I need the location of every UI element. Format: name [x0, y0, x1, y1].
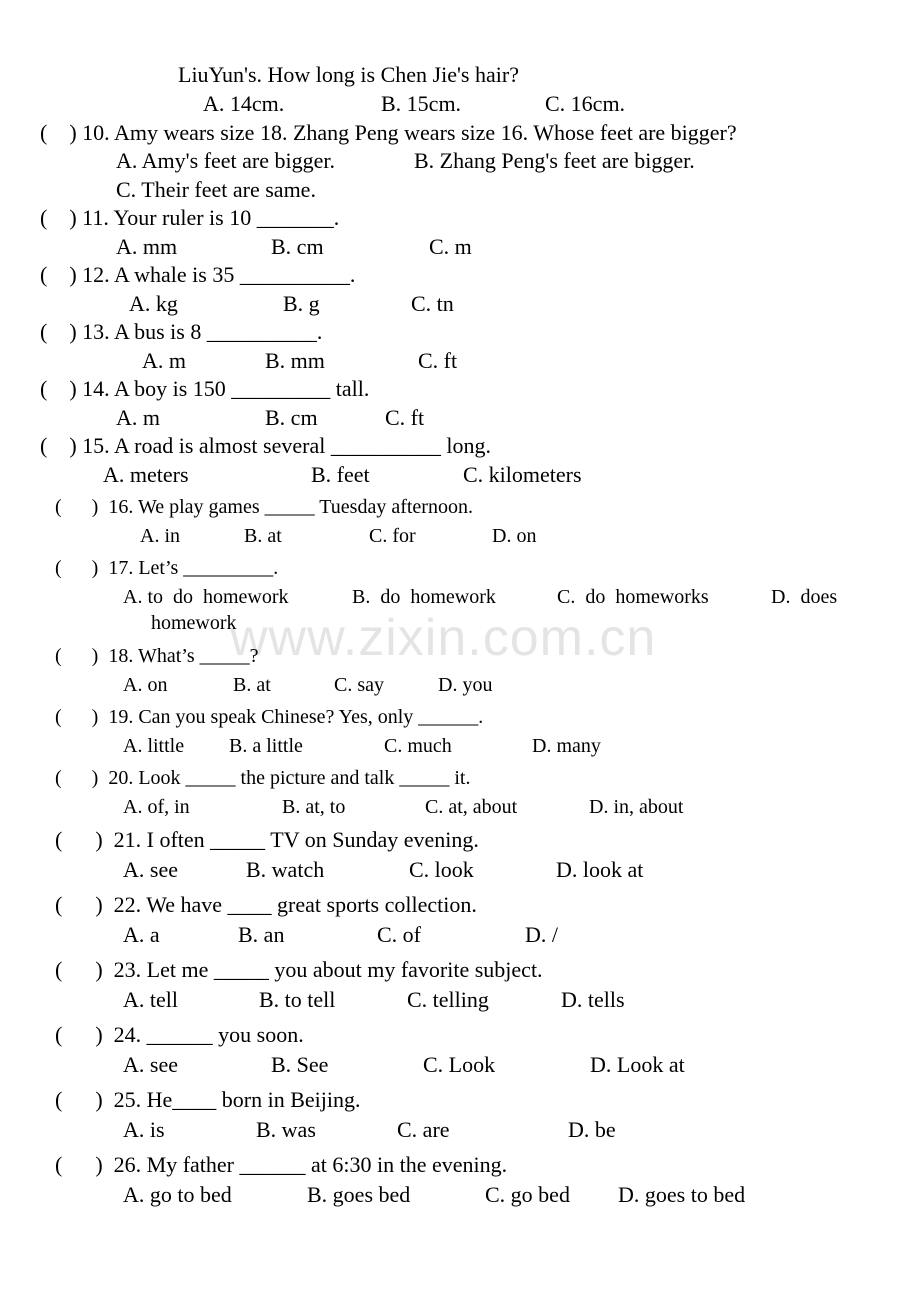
question-25: ( ) 25. He____ born in Beijing.: [55, 1087, 361, 1112]
q19-option-a: A. little: [123, 735, 185, 757]
q20-option-b: B. at, to: [282, 796, 346, 818]
q14-option-a: A. m: [116, 405, 160, 430]
question-24: ( ) 24. ______ you soon.: [55, 1022, 304, 1047]
q24-option-a: A. see: [123, 1052, 178, 1077]
q13-option-b: B. mm: [265, 348, 325, 373]
q12-option-b: B. g: [283, 291, 320, 316]
q23-option-a: A. tell: [123, 987, 178, 1012]
q16-option-b: B. at: [244, 525, 282, 547]
q10-option-a: A. Amy's feet are bigger.: [116, 148, 336, 173]
q14-option-b: B. cm: [265, 405, 318, 430]
question-11: ( ) 11. Your ruler is 10 _______.: [40, 205, 340, 230]
q26-option-b: B. goes bed: [307, 1182, 411, 1207]
q21-option-b: B. watch: [246, 857, 325, 882]
q18-option-c: C. say: [334, 674, 384, 696]
question-12: ( ) 12. A whale is 35 __________.: [40, 262, 356, 287]
q19-option-d: D. many: [532, 735, 601, 757]
q14-option-c: C. ft: [385, 405, 425, 430]
question-23: ( ) 23. Let me _____ you about my favorite subject.: [55, 957, 543, 982]
question-26: ( ) 26. My father ______ at 6:30 in the evening.: [55, 1152, 508, 1177]
q24-option-b: B. See: [271, 1052, 329, 1077]
q11-option-b: B. cm: [271, 234, 324, 259]
question-13: ( ) 13. A bus is 8 __________.: [40, 319, 323, 344]
watermark: www.zixin.com.cn: [230, 609, 657, 667]
q16-option-d: D. on: [492, 525, 537, 547]
q17-option-d: D. does: [771, 586, 838, 608]
q15-option-a: A. meters: [103, 462, 189, 487]
q22-option-b: B. an: [238, 922, 285, 947]
question-22: ( ) 22. We have ____ great sports collection.: [55, 892, 477, 917]
question-17: ( ) 17. Let’s _________.: [55, 557, 279, 579]
question-14: ( ) 14. A boy is 150 _________ tall.: [40, 376, 370, 401]
q12-option-a: A. kg: [129, 291, 178, 316]
q26-option-c: C. go bed: [485, 1182, 570, 1207]
q21-option-d: D. look at: [556, 857, 644, 882]
q16-option-c: C. for: [369, 525, 416, 547]
q26-option-d: D. goes to bed: [618, 1182, 746, 1207]
q9-option-a: A. 14cm.: [203, 91, 285, 116]
q23-option-b: B. to tell: [259, 987, 336, 1012]
q9-option-c: C. 16cm.: [545, 91, 626, 116]
q19-option-c: C. much: [384, 735, 452, 757]
question-15: ( ) 15. A road is almost several __________ long.: [40, 433, 491, 458]
q18-option-a: A. on: [123, 674, 168, 696]
q21-option-c: C. look: [409, 857, 474, 882]
question-19: ( ) 19. Can you speak Chinese? Yes, only ______.: [55, 706, 484, 728]
q22-option-a: A. a: [123, 922, 160, 947]
q10-option-c: C. Their feet are same.: [116, 177, 316, 202]
q18-option-d: D. you: [438, 674, 493, 696]
q13-option-a: A. m: [142, 348, 186, 373]
q23-option-d: D. tells: [561, 987, 625, 1012]
q22-option-c: C. of: [377, 922, 421, 947]
q17-option-d-cont: homework: [151, 612, 237, 634]
question-21: ( ) 21. I often _____ TV on Sunday evening.: [55, 827, 479, 852]
q25-option-c: C. are: [397, 1117, 450, 1142]
q17-option-c: C. do homeworks: [557, 586, 709, 608]
question-10: ( ) 10. Amy wears size 18. Zhang Peng wears size 16. Whose feet are bigger?: [40, 120, 737, 145]
q20-option-c: C. at, about: [425, 796, 518, 818]
q13-option-c: C. ft: [418, 348, 458, 373]
q9-option-b: B. 15cm.: [381, 91, 462, 116]
q21-option-a: A. see: [123, 857, 178, 882]
q25-option-d: D. be: [568, 1117, 616, 1142]
q22-option-d: D. /: [525, 922, 558, 947]
q20-option-d: D. in, about: [589, 796, 684, 818]
question-20: ( ) 20. Look _____ the picture and talk _____ it.: [55, 767, 471, 789]
q20-option-a: A. of, in: [123, 796, 190, 818]
q16-option-a: A. in: [140, 525, 180, 547]
q26-option-a: A. go to bed: [123, 1182, 232, 1207]
q17-option-a: A. to do homework: [123, 586, 289, 608]
q19-option-b: B. a little: [229, 735, 303, 757]
q12-option-c: C. tn: [411, 291, 454, 316]
q11-option-a: A. mm: [116, 234, 178, 259]
q23-option-c: C. telling: [407, 987, 489, 1012]
question-18: ( ) 18. What’s _____?: [55, 645, 259, 667]
q25-option-a: A. is: [123, 1117, 165, 1142]
question-9-continuation: LiuYun's. How long is Chen Jie's hair?: [178, 62, 519, 87]
q15-option-b: B. feet: [311, 462, 370, 487]
q15-option-c: C. kilometers: [463, 462, 582, 487]
question-16: ( ) 16. We play games _____ Tuesday afternoon.: [55, 496, 473, 518]
q25-option-b: B. was: [256, 1117, 316, 1142]
q10-option-b: B. Zhang Peng's feet are bigger.: [414, 148, 695, 173]
q24-option-c: C. Look: [423, 1052, 496, 1077]
q24-option-d: D. Look at: [590, 1052, 685, 1077]
q17-option-b: B. do homework: [352, 586, 496, 608]
q18-option-b: B. at: [233, 674, 271, 696]
q11-option-c: C. m: [429, 234, 472, 259]
